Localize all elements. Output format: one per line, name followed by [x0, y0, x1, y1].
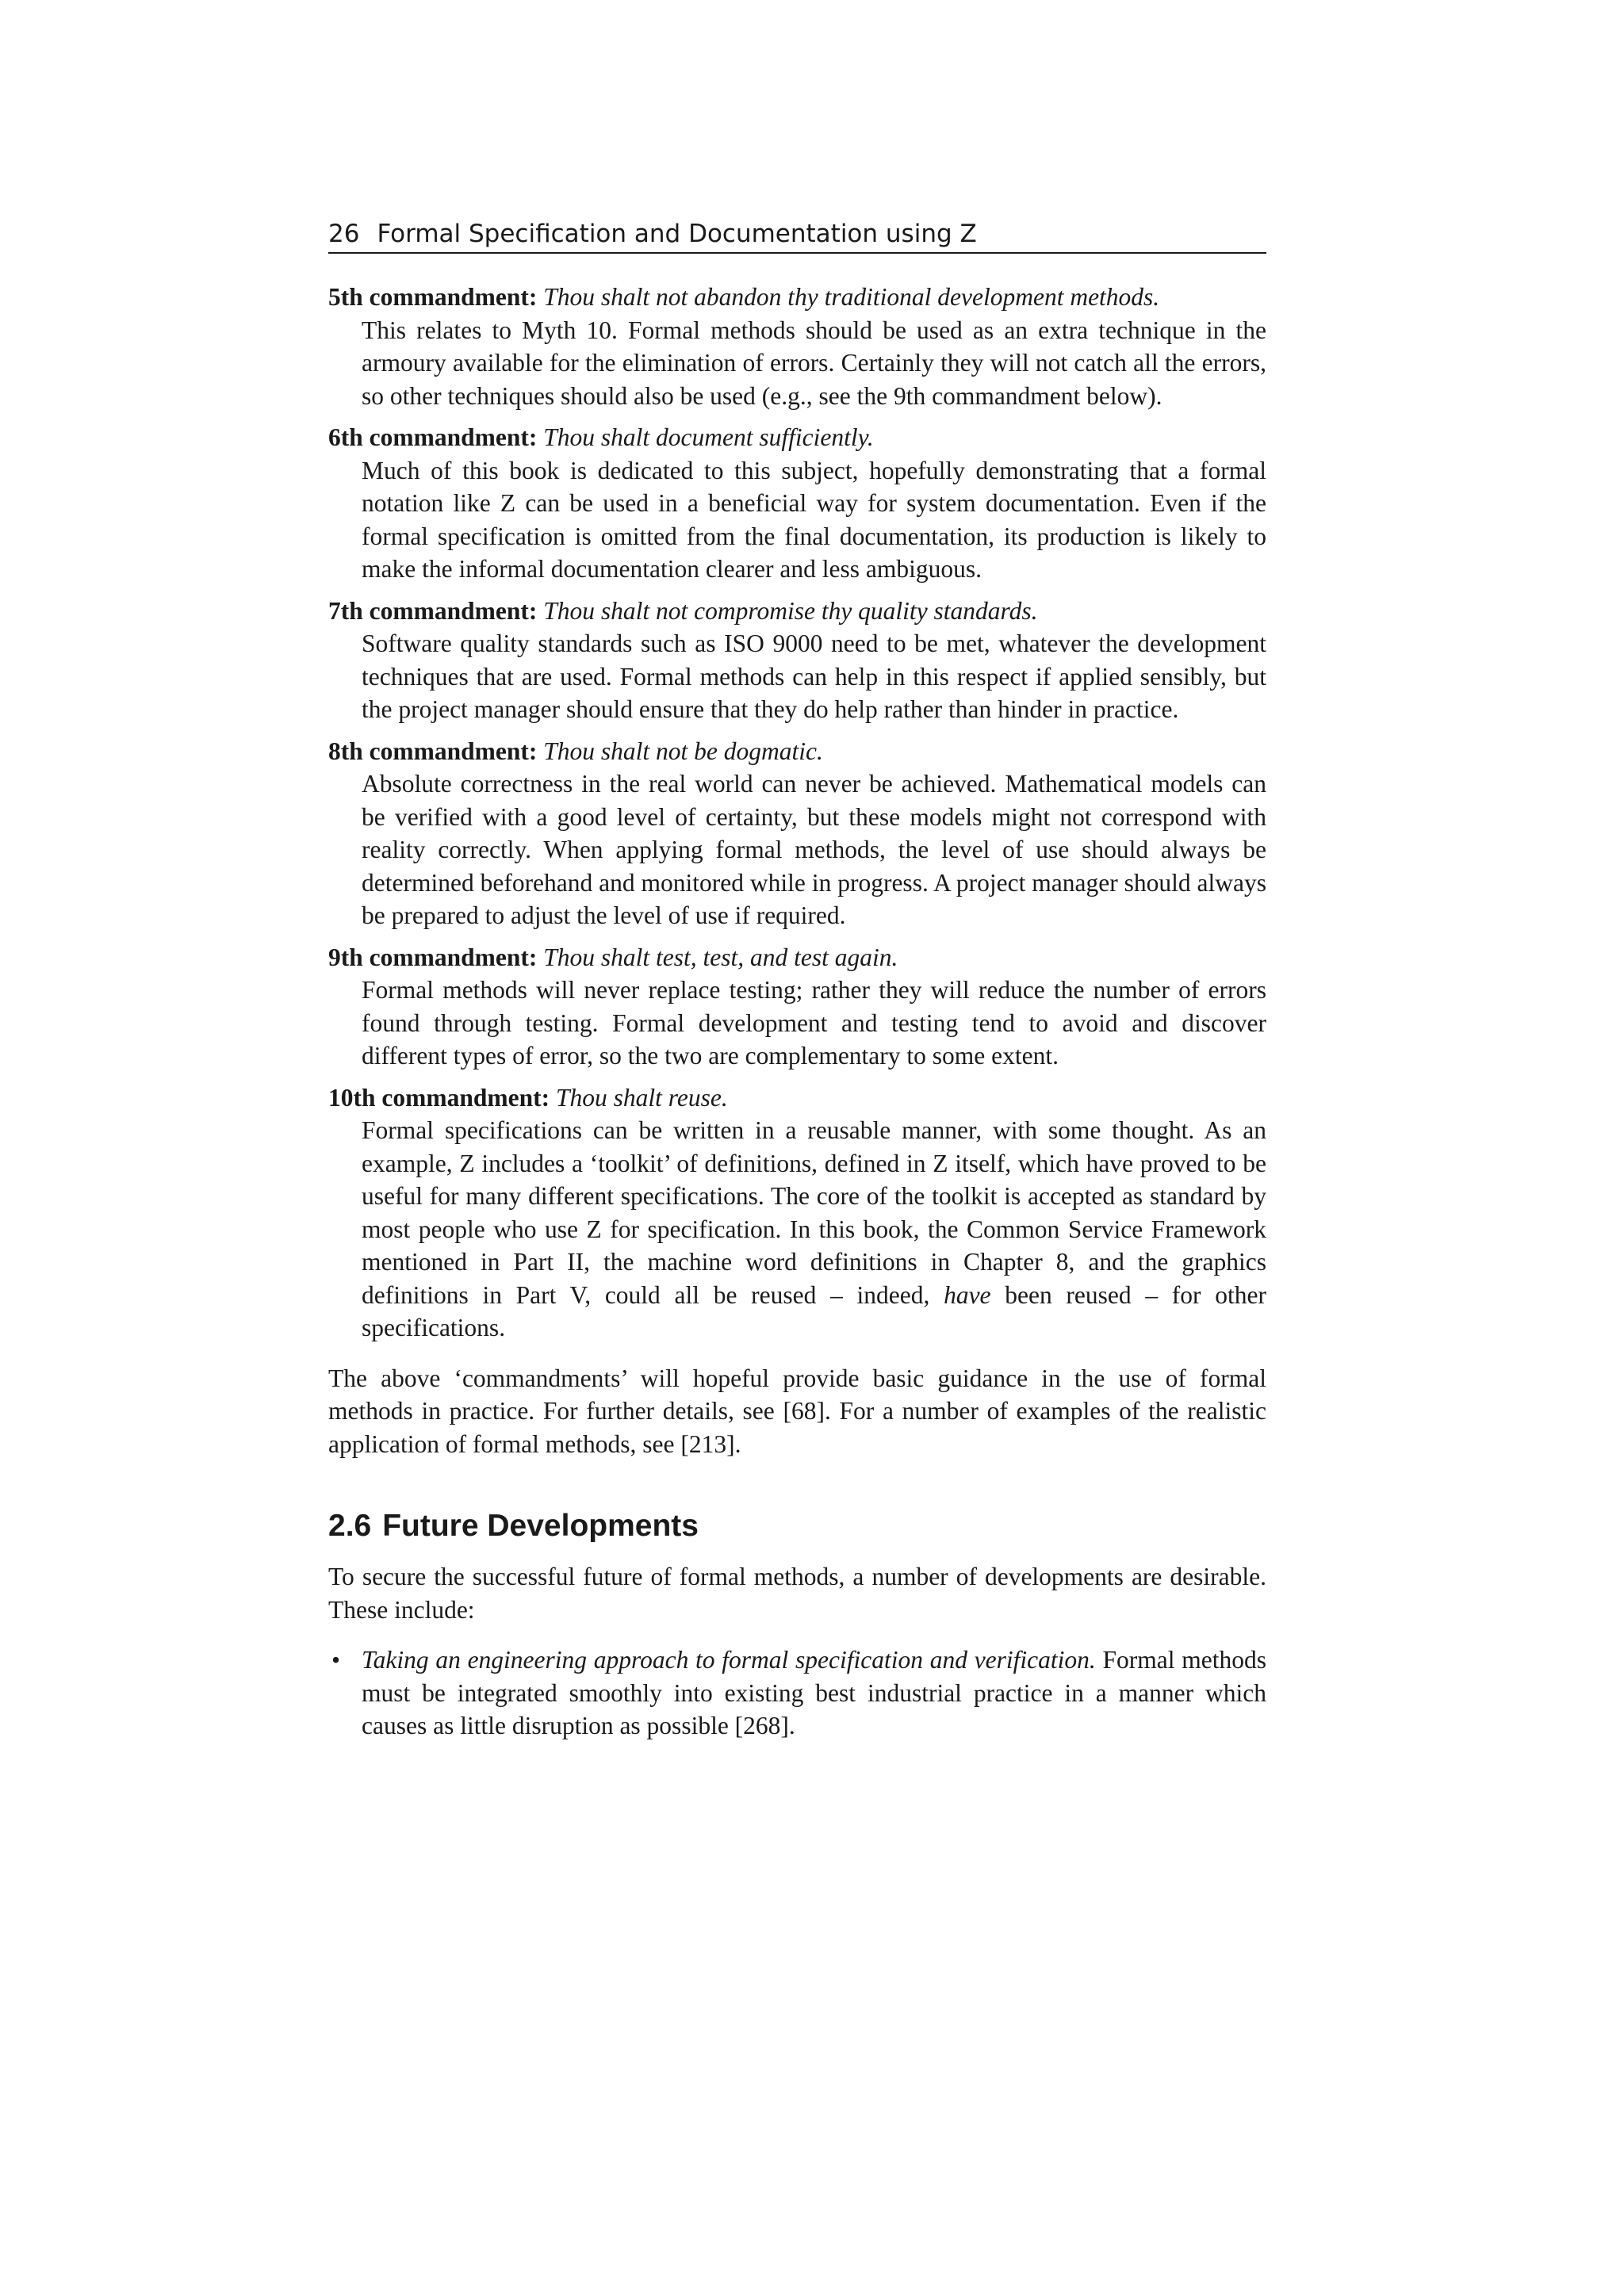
commandment-motto: Thou shalt test, test, and test again. — [543, 943, 898, 971]
commandment-label: 5th commandment: — [328, 283, 538, 311]
commandment-label: 9th commandment: — [328, 943, 538, 971]
commandment-body: Formal methods will never replace testing; rather they will reduce the number of errors found through testing. Formal development and testing tend to avoid and discover different types of error, so the two are complementary to some extent. — [362, 976, 1266, 1070]
commandment-body: Software quality standards such as ISO 9000 need to be met, whatever the development techniques that are used. Formal methods can help in this respect if applied sensibly, but the project manager should ensure that they do help rather than hinder in practice. — [362, 629, 1266, 723]
commandment-heading — [328, 941, 1266, 974]
commandment-label: 8th commandment: — [328, 737, 538, 765]
commandment-body — [362, 1114, 1266, 1345]
commandment-body: This relates to Myth 10. Formal methods should be used as an extra technique in the armoury available for the elimination of errors. Certainly they will not catch all the errors, so other techniques should also be used (e.g., see the 9th commandment below). — [362, 316, 1266, 410]
commandment-body: Much of this book is dedicated to this subject, hopefully demonstrating that a formal notation like Z can be used in a beneficial way for system documentation. Even if the formal specification is omitted from the final documentation, its production is likely to make the informal documentation clearer and less ambiguous. — [362, 456, 1266, 583]
page-header — [328, 216, 1266, 254]
commandment-7 — [328, 595, 1266, 726]
body-text: Formal specifications can be written in a reusable manner, with some thought. As an example, Z includes a ‘toolkit’ of definitions, defined in Z itself, which have proved to be useful for many different specifications. The core of the toolkit is accepted as standard by most people who use Z for specification. In this book, the Common Service Framework mentioned in Part II, the machine word definitions in Chapter 8, and the graphics definitions in Part V, could all be reused – indeed, — [362, 1116, 1266, 1309]
commandment-body: Absolute correctness in the real world can never be achieved. Mathematical models can be verified with a good level of certainty, but these models might not correspond with reality correctly. When applying formal methods, the level of use should always be determined beforehand and monitored while in progress. A project manager should always be prepared to adjust the level of use if required. — [362, 770, 1266, 929]
bullet-icon: • — [331, 1646, 341, 1674]
commandment-motto: Thou shalt reuse. — [555, 1083, 728, 1112]
closing-paragraph: The above ‘commandments’ will hopeful provide basic guidance in the use of formal methods in practice. For further details, see [68]. For a number of examples of the realistic application of formal methods, see [213]. — [328, 1364, 1266, 1458]
commandment-5 — [328, 281, 1266, 412]
commandment-motto: Thou shalt not compromise thy quality standards. — [543, 596, 1038, 625]
section-number: 2.6 — [328, 1509, 372, 1543]
section-intro: To secure the successful future of formal methods, a number of developments are desirable. These include: — [328, 1563, 1266, 1624]
commandment-8 — [328, 735, 1266, 932]
commandment-6 — [328, 421, 1266, 586]
emphasis: have — [944, 1280, 991, 1309]
commandment-label: 7th commandment: — [328, 596, 538, 625]
list-item — [328, 1644, 1266, 1743]
commandment-label: 6th commandment: — [328, 423, 538, 451]
commandment-10 — [328, 1081, 1266, 1345]
commandment-motto: Thou shalt document sufficiently. — [543, 423, 874, 451]
commandment-heading — [328, 421, 1266, 454]
commandment-9 — [328, 941, 1266, 1073]
bullet-lead: Taking an engineering approach to formal specification and verification. — [362, 1646, 1096, 1674]
commandment-motto: Thou shalt not abandon thy traditional development methods. — [543, 283, 1160, 311]
commandment-label: 10th commandment: — [328, 1083, 550, 1112]
bullet-text: Formal methods must be integrated smoothly into existing best industrial practice in a manner which causes as little disruption as possible [268]. — [362, 1646, 1266, 1739]
commandment-motto: Thou shalt not be dogmatic. — [543, 737, 823, 765]
section-title: Future Developments — [382, 1509, 699, 1543]
section-heading — [328, 1508, 1266, 1544]
commandment-heading — [328, 281, 1266, 314]
commandment-heading — [328, 1081, 1266, 1115]
commandment-heading — [328, 735, 1266, 768]
page-content — [328, 281, 1266, 1743]
commandment-heading — [328, 595, 1266, 628]
running-title: Formal Specification and Documentation using Z — [377, 220, 977, 248]
body-text: been reused – for other specifications. — [362, 1280, 1266, 1341]
page-number: 26 — [328, 220, 360, 248]
bullet-list — [328, 1644, 1266, 1743]
